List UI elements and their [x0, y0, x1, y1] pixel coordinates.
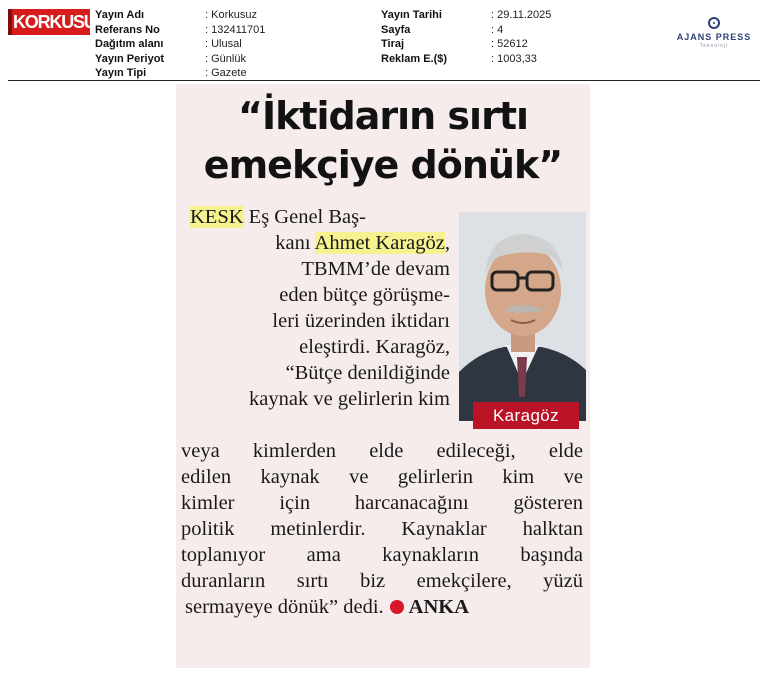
- body-line: kaynak ve gelirlerin kim: [249, 388, 450, 410]
- body-line: politik metinlerdir. Kaynaklar halktan: [181, 518, 583, 540]
- meta-value: : 52612: [491, 38, 528, 51]
- meta-value: : Gazete: [205, 67, 247, 80]
- meta-row-publication: [95, 8, 265, 23]
- headline-line-2: emekçiye dönük”: [203, 143, 563, 187]
- meta-label: Referans No: [95, 23, 160, 36]
- body-line: leri üzerinden iktidarı: [272, 310, 450, 332]
- portrait-illustration: [459, 212, 586, 421]
- red-dot-icon: [390, 600, 404, 614]
- meta-label: Reklam E.($): [381, 52, 448, 65]
- meta-label: Yayın Adı: [95, 9, 145, 21]
- meta-value: : 29.11.2025: [491, 9, 552, 21]
- body-line: toplanıyor ama kaynakların başında: [181, 544, 583, 566]
- body-line: edilen kaynak ve gelirlerin kim ve: [181, 466, 583, 488]
- body-line: TBMM’de devam: [301, 258, 450, 280]
- meta-label: Sayfa: [381, 23, 411, 36]
- news-clipping: [176, 84, 590, 668]
- agency-globe-icon: [708, 17, 720, 29]
- portrait-photo: [459, 212, 586, 421]
- logo-mark: [8, 9, 12, 35]
- body-line: kimler için harcanacağını gösteren: [181, 492, 583, 514]
- meta-value: : 4: [491, 23, 504, 36]
- meta-row-type: [95, 66, 265, 81]
- body-line-last: [181, 594, 583, 620]
- meta-value: : 1003,33: [491, 52, 537, 65]
- meta-label: Tiraj: [381, 38, 405, 51]
- source-label: ANKA: [408, 596, 470, 618]
- body-line: veya kimlerden elde edileceği, elde: [181, 440, 583, 462]
- body-text: ,: [444, 232, 450, 254]
- publication-logo: [8, 9, 106, 35]
- meta-label: Yayın Tarihi: [381, 9, 442, 21]
- body-line: [190, 230, 450, 256]
- header-divider: [8, 80, 760, 81]
- body-line: eleştirdi. Karagöz,: [299, 336, 450, 358]
- body-line: “Bütçe denildiğinde: [285, 362, 450, 384]
- meta-value: : 132411701: [205, 23, 266, 36]
- meta-row-page: [381, 23, 551, 38]
- body-text: sermayeye dönük” dedi.: [185, 596, 384, 618]
- article-body-wide: [181, 438, 583, 620]
- agency-name: AJANS PRESS: [676, 32, 752, 42]
- meta-value: : Ulusal: [205, 38, 242, 51]
- meta-left: [95, 8, 265, 81]
- highlight-name: Ahmet Karagöz: [314, 232, 445, 254]
- meta-value: : Korkusuz: [205, 9, 257, 21]
- body-line: eden bütçe görüşme-: [279, 284, 450, 306]
- headline-line-1: “İktidarın sırtı: [237, 94, 529, 138]
- highlight-kesk: KESK: [190, 206, 244, 228]
- meta-label: Dağıtım alanı: [95, 38, 164, 51]
- meta-value: : Günlük: [205, 52, 246, 65]
- meta-row-distribution: [95, 37, 265, 52]
- meta-row-reference: [95, 23, 265, 38]
- meta-row-period: [95, 52, 265, 67]
- meta-right: [381, 8, 551, 66]
- body-text: kanı: [275, 232, 315, 254]
- meta-row-date: [381, 8, 551, 23]
- body-text: Eş Genel Baş-: [243, 206, 366, 228]
- headline: [176, 84, 590, 190]
- photo-caption: Karagöz: [473, 402, 579, 429]
- meta-row-circulation: [381, 37, 551, 52]
- logo-text: KORKUSUZ: [13, 12, 106, 32]
- body-line: duranların sırtı biz emekçilere, yüzü: [181, 570, 583, 592]
- body-line: [190, 204, 450, 230]
- meta-label: Yayın Tipi: [95, 67, 147, 80]
- agency-subtitle: Teknoloji: [699, 43, 729, 49]
- meta-row-ad-value: [381, 52, 551, 67]
- agency-logo: [668, 17, 760, 53]
- article-body-column: [190, 204, 450, 412]
- meta-label: Yayın Periyot: [95, 52, 165, 65]
